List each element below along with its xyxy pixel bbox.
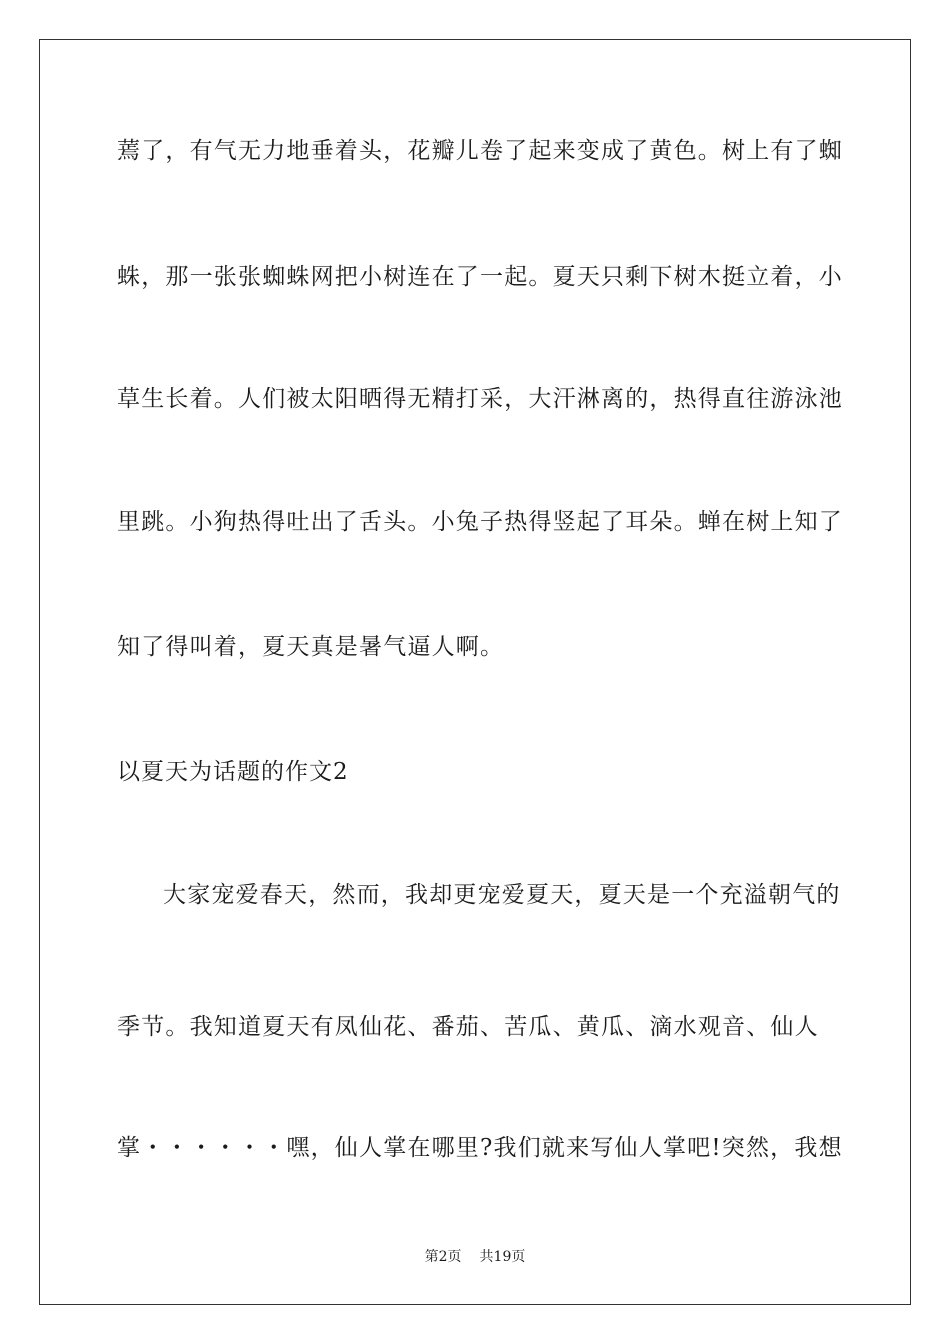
body-line-2: 蛛，那一张张蜘蛛网把小树连在了一起。夏天只剩下树木挺立着，小 [117, 264, 843, 290]
body-line-6: 大家宠爱春天，然而，我却更宠爱夏天，夏天是一个充溢朝气的 [163, 882, 841, 908]
page-number: 第2页 [424, 1249, 462, 1265]
body-line-3: 草生长着。人们被太阳晒得无精打采，大汗淋离的，热得直往游泳池 [117, 386, 843, 412]
body-line-7: 季节。我知道夏天有凤仙花、番茄、苦瓜、黄瓜、滴水观音、仙人 [117, 1014, 819, 1040]
page-total: 共19页 [479, 1249, 526, 1265]
body-line-5: 知了得叫着，夏天真是暑气逼人啊。 [117, 634, 505, 660]
section-heading: 以夏天为话题的作文2 [117, 759, 349, 785]
page-footer [0, 1247, 950, 1267]
body-line-8: 掌・・・・・・嘿，仙人掌在哪里?我们就来写仙人掌吧!突然，我想 [117, 1135, 843, 1161]
body-line-1: 蔫了，有气无力地垂着头，花瓣儿卷了起来变成了黄色。树上有了蜘 [117, 138, 843, 164]
body-line-4: 里跳。小狗热得吐出了舌头。小兔子热得竖起了耳朵。蝉在树上知了 [117, 509, 843, 535]
page-border [39, 39, 911, 1305]
